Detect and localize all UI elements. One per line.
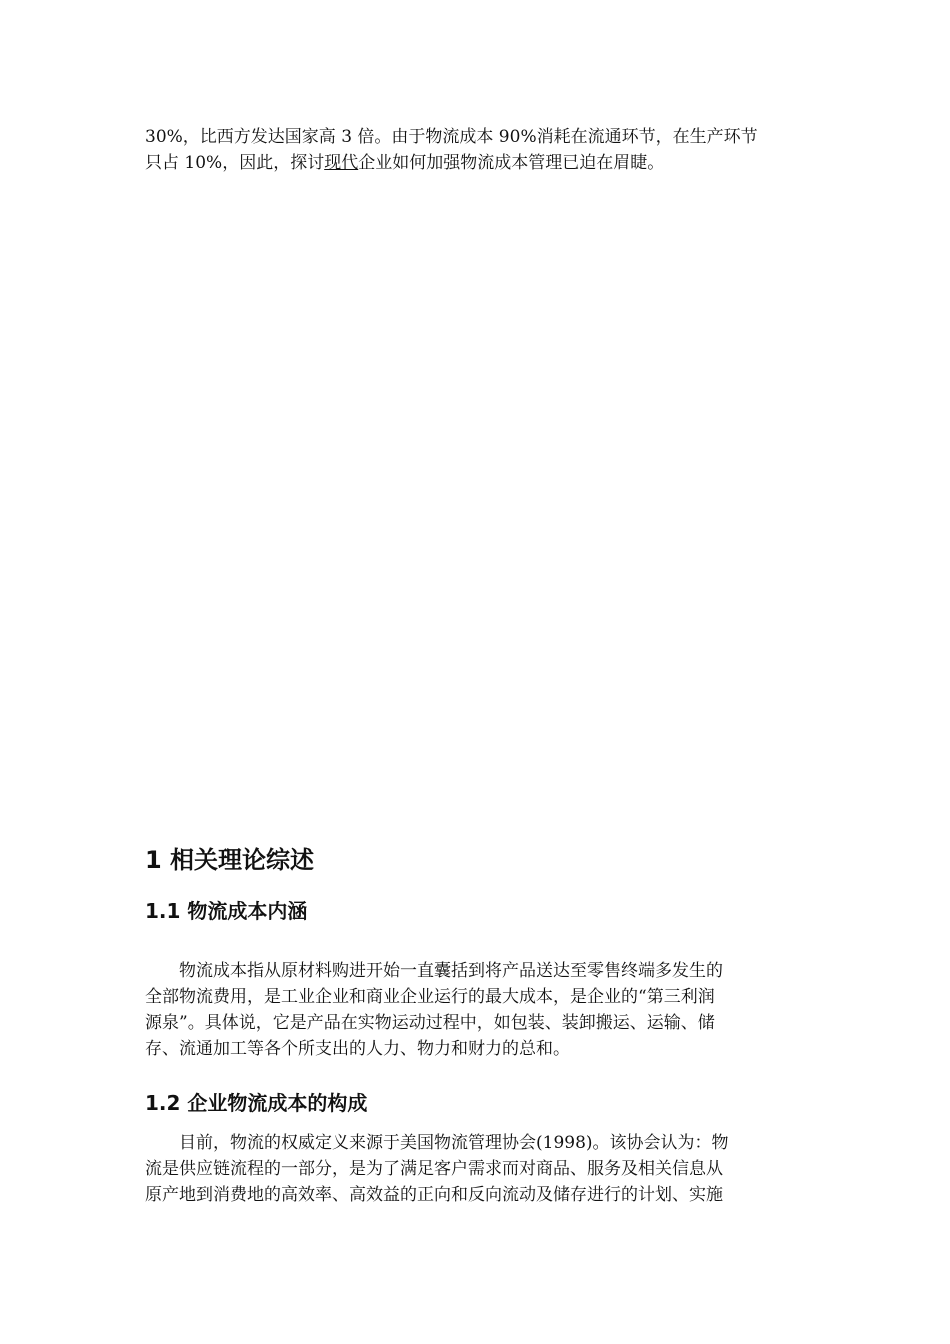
paragraph-line: 存、流通加工等各个所支出的人力、物力和财力的总和。 — [145, 1039, 570, 1059]
section-1-2-heading: 1.2 企业物流成本的构成 — [145, 1091, 368, 1115]
intro-line-2 — [145, 150, 800, 176]
paragraph-line: 源泉”。具体说，它是产品在实物运动过程中，如包装、装卸搬运、运输、储 — [145, 1013, 715, 1033]
paragraph-line: 物流成本指从原材料购进开始一直囊括到将产品送达至零售终端多发生的 — [179, 961, 723, 981]
section-1-heading: 1 相关理论综述 — [145, 846, 315, 874]
paragraph-line: 流是供应链流程的一部分，是为了满足客户需求而对商品、服务及相关信息从 — [145, 1159, 723, 1179]
intro-paragraph — [145, 124, 800, 176]
section-1-2-paragraph — [145, 1130, 800, 1208]
intro-line-2-start: 只占 10%，因此，探讨 — [145, 153, 325, 173]
intro-line-2-end: 企业如何加强物流成本管理已迫在眉睫。 — [358, 153, 665, 173]
paragraph-line: 原产地到消费地的高效率、高效益的正向和反向流动及储存进行的计划、实施 — [145, 1185, 723, 1205]
intro-line-1: 30%，比西方发达国家高 3 倍。由于物流成本 90%消耗在流通环节，在生产环节 — [145, 127, 758, 147]
paragraph-line: 目前，物流的权威定义来源于美国物流管理协会(1998)。该协会认为：物 — [179, 1133, 729, 1153]
underlined-term: 现代 — [324, 153, 359, 173]
section-1-1-paragraph — [145, 958, 800, 1062]
section-1-1-heading: 1.1 物流成本内涵 — [145, 899, 308, 923]
paragraph-line: 全部物流费用，是工业企业和商业企业运行的最大成本，是企业的“第三利润 — [145, 987, 715, 1007]
